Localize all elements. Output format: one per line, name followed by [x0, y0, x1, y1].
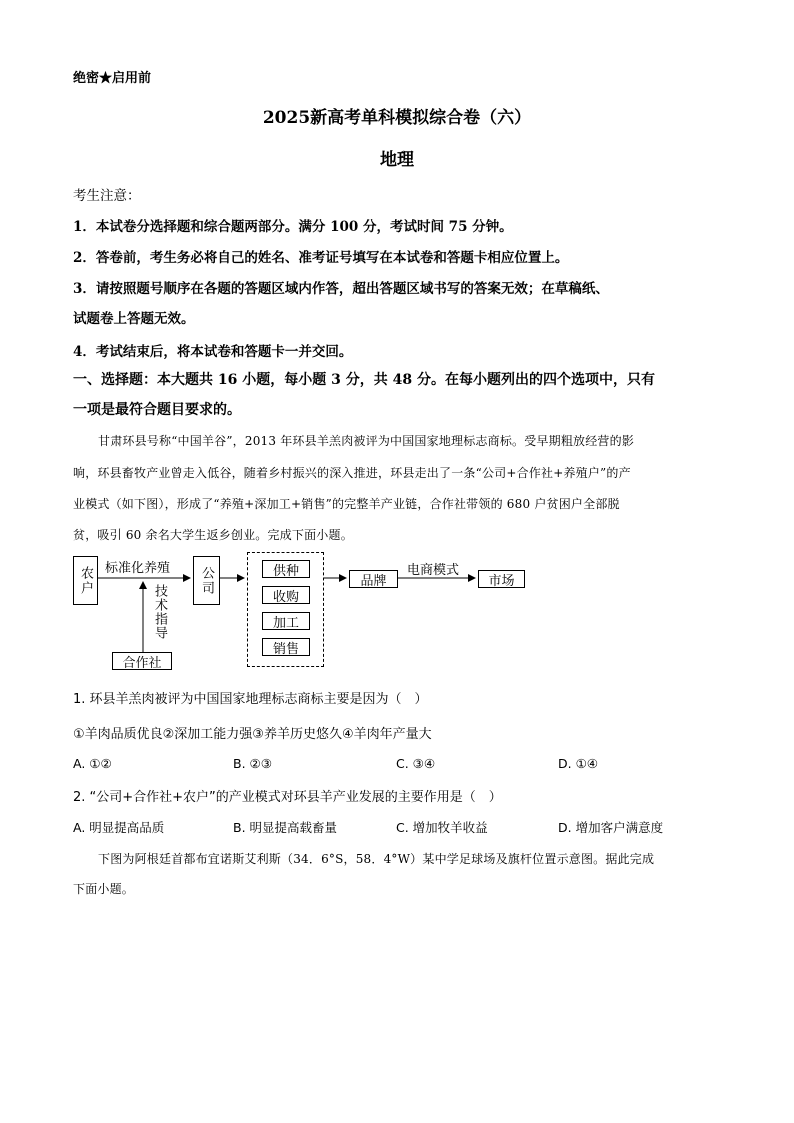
- question-1-option-b: B. ②③: [233, 756, 272, 771]
- ecommerce-label: 电商模式: [407, 563, 460, 578]
- service-sales-box: 销售: [262, 638, 310, 656]
- question-2-stem: 2. “公司+合作社+农户”的产业模式对环县羊产业发展的主要作用是（ ）: [73, 790, 502, 805]
- subject-title: 地理: [380, 150, 414, 170]
- question-2-option-a: A. 明显提高品质: [73, 820, 165, 835]
- company-box: 公司: [193, 556, 220, 605]
- question-2-option-b: B. 明显提高载畜量: [233, 820, 338, 835]
- section-heading-line-1: 一、选择题：本大题共 16 小题，每小题 3 分，共 48 分。在每小题列出的四个选项中，只有: [73, 372, 655, 388]
- service-processing-box: 加工: [262, 612, 310, 630]
- cooperative-box: 合作社: [112, 652, 172, 670]
- passage-2-line-1: 下图为阿根廷首都布宜诺斯艾利斯（34．6°S，58．4°W）某中学足球场及旗杆位置示意图。据此完成: [98, 852, 655, 866]
- notice-item-4: 4．考试结束后，将本试卷和答题卡一并交回。: [73, 344, 353, 360]
- passage-1-line-4: 贫，吸引 60 余名大学生返乡创业。完成下面小题。: [73, 528, 353, 542]
- question-2-option-c: C. 增加牧羊收益: [396, 820, 488, 835]
- section-heading-line-2: 一项是最符合题目要求的。: [73, 402, 241, 418]
- brand-box: 品牌: [349, 570, 398, 588]
- notice-item-3-line-2: 试题卷上答题无效。: [73, 311, 195, 327]
- notice-item-2: 2．答卷前，考生务必将自己的姓名、准考证号填写在本试卷和答题卡相应位置上。: [73, 250, 569, 266]
- question-1-option-d: D. ①④: [558, 756, 598, 771]
- notice-heading: 考生注意：: [73, 188, 141, 204]
- standard-breeding-label: 标准化养殖: [105, 561, 171, 576]
- passage-1-line-2: 响，环县畜牧产业曾走入低谷，随着乡村振兴的深入推进，环县走出了一条“公司+合作社+养殖户”的产: [73, 466, 631, 480]
- secret-label: 绝密★启用前: [73, 71, 152, 86]
- service-supply-box: 供种: [262, 560, 310, 578]
- question-1-stem: 1. 环县羊羔肉被评为中国国家地理标志商标主要是因为（ ）: [73, 692, 428, 707]
- question-1-option-a: A. ①②: [73, 756, 112, 771]
- farmer-box: 农户: [73, 556, 98, 605]
- notice-item-1: 1．本试卷分选择题和综合题两部分。满分 100 分，考试时间 75 分钟。: [73, 219, 513, 235]
- question-2-option-d: D. 增加客户满意度: [558, 820, 664, 835]
- passage-1-line-3: 业模式（如下图），形成了“养殖+深加工+销售”的完整羊产业链，合作社带领的 680 户贫困户全部脱: [73, 497, 620, 511]
- question-1-option-c: C. ③④: [396, 756, 436, 771]
- notice-item-3-line-1: 3．请按照题号顺序在各题的答题区域内作答，超出答题区域书写的答案无效；在草稿纸、: [73, 281, 609, 297]
- tech-guidance-label: 技术指导: [152, 584, 167, 640]
- passage-2-line-2: 下面小题。: [73, 882, 135, 896]
- exam-title: 2025新高考单科模拟综合卷（六）: [262, 108, 532, 128]
- question-1-statements: ①羊肉品质优良②深加工能力强③养羊历史悠久④羊肉年产量大: [73, 727, 432, 742]
- service-purchase-box: 收购: [262, 586, 310, 604]
- market-box: 市场: [478, 570, 525, 588]
- passage-1-line-1: 甘肃环县号称“中国羊谷”，2013 年环县羊羔肉被评为中国国家地理标志商标。受早期粗放经营的影: [98, 434, 635, 448]
